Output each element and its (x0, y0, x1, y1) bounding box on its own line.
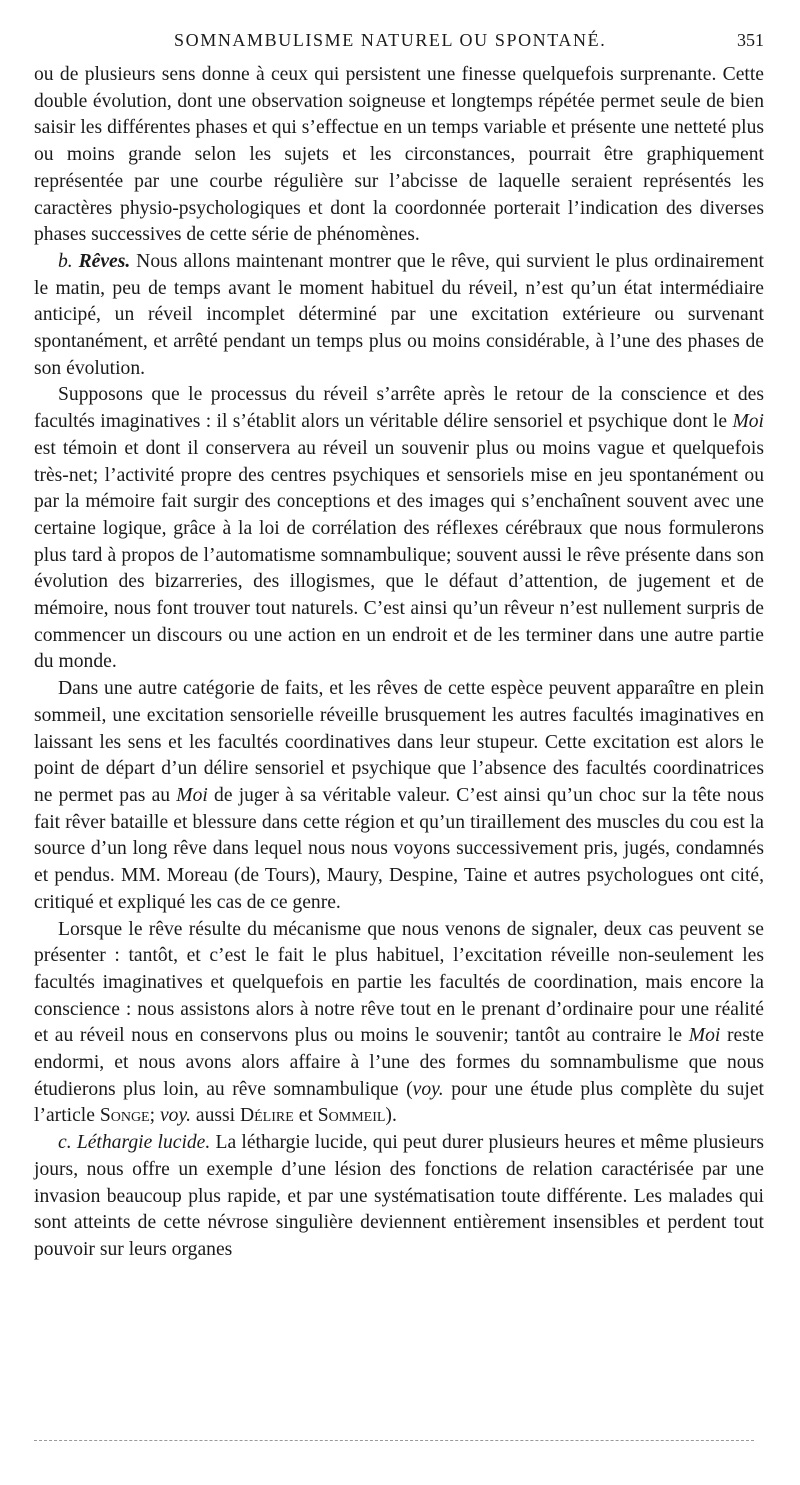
cross-ref-delire: Délire (239, 1105, 294, 1127)
footer-rule (34, 1440, 754, 1441)
paragraph-5-text-d: ; (149, 1105, 156, 1127)
paragraph-5-text-e: aussi (195, 1105, 236, 1127)
paragraph-4-text-b: de juger à sa véritable valeur. C’est ainsi qu’un choc sur la tête nous fait rêver bataille et blessure dans cette région et qu’un tiraillement des muscles du cou est la source d’un long rêve dans lequel nous nous voyons successivement pris, jugés, condamnés et pendus. MM. Moreau (de Tours), Maury, Despine, Taine et autres psychologues ont cité, critiqué et expliqué les cas de ce genre. (34, 784, 764, 913)
paragraph-reves-text: Nous allons maintenant montrer que le rêve, qui survient le plus ordinairement le matin, peu de temps avant le moment habituel du réveil, n’est qu’un état intermédiaire anticipé, un réveil incomplet déterminé par une excitation extérieure ou survenant spontanément, et arrêté pendant un temps plus ou moins considérable, à l’une des phases de son évolution. (34, 250, 765, 379)
paragraph-5-text-f: et (298, 1105, 313, 1127)
paragraph-5-text-c: pour une étude plus complète du sujet l’article (34, 1078, 764, 1127)
paragraph-1-text: ou de plusieurs sens donne à ceux qui persistent une finesse quelquefois surprenante. Cette double évolution, dont une observation soigneuse et longtemps répétée permet seule de bien saisir les différentes phases et qui s’effectue en un temps variable et présente une netteté plus ou moins grande selon les sujets et les circonstances, pourrait être graphiquement représentée par une courbe régulière sur l’abcisse de laquelle seraient représentés les caractères physio-psychologiques et dont la coordonnée porterait l’indication des diverses phases successives de cette série de phénomènes. (34, 64, 764, 246)
paragraph-5-text-a: Lorsque le rêve résulte du mécanisme que nous venons de signaler, deux cas peuvent se présenter : tantôt, et c’est le fait le plus habituel, l’excitation réveille non-seulement les facultés imaginatives et quelquefois en partie les facultés de coordination, mais encore la conscience : nous assistons alors à notre rêve tout en le prenant d’ordinaire pour une réalité et au réveil nous en conservons plus ou moins le souvenir; tantôt au contraire le (34, 918, 764, 1047)
section-marker-b: b. (58, 250, 73, 272)
moi-term: Moi (176, 784, 208, 806)
section-heading-lethargie: Léthargie lucide. (76, 1132, 211, 1154)
page-header (34, 30, 764, 58)
page-body (34, 62, 764, 1264)
moi-term: Moi (732, 411, 764, 433)
paragraph-5-text-g: ). (385, 1105, 397, 1127)
paragraph-4 (34, 676, 764, 916)
paragraph-3 (34, 382, 764, 676)
voy-abbrev: voy. (159, 1105, 191, 1127)
paragraph-5-text-b: reste endormi, et nous avons alors affaire à l’une des formes du somnambulisme que nous étudierons plus loin, au rêve somnambulique ( (34, 1025, 764, 1100)
paragraph-5 (34, 917, 764, 1131)
paragraph-lethargie (34, 1130, 764, 1264)
paragraph-lethargie-text: La léthargie lucide, qui peut durer plusieurs heures et même plusieurs jours, nous offre un exemple d’une lésion des fonctions de relation caractérisée par une invasion beaucoup plus rapide, et par une systématisation toute différente. Les malades qui sont atteints de cette névrose singulière deviennent entièrement insensibles et perdent tout pouvoir sur leurs organes (34, 1132, 764, 1260)
cross-ref-songe: Songe (99, 1105, 150, 1127)
page-number: 351 (737, 30, 764, 50)
paragraph-3-text-b: est témoin et dont il conservera au réveil un souvenir plus ou moins vague et quelquefois très-net; l’activité propre des centres psychiques et sensoriels mise en jeu spontanément ou par la mémoire fait surgir des conceptions et des images qui s’enchaînent souvent avec une certaine logique, grâce à la loi de corrélation des réflexes cérébraux que nous formulerons plus tard à propos de l’automatisme somnambulique; souvent aussi le rêve présente dans son évolution des bizarreries, des illogismes, que le défaut d’attention, de jugement et de mémoire, nous font trouver tout naturels. C’est ainsi qu’un rêveur n’est nullement surpris de commencer un discours ou une action en un endroit et de les terminer dans une autre partie du monde. (34, 437, 764, 673)
paragraph-reves (34, 249, 764, 383)
voy-abbrev: voy. (412, 1078, 444, 1100)
paragraph-4-text-a: Dans une autre catégorie de faits, et les rêves de cette espèce peuvent apparaître en plein sommeil, une excitation sensorielle réveille brusquement les autres facultés imaginatives en laissant les sens et les facultés coordinatives dans leur stupeur. Cette excitation est alors le point de départ d’un délire sensoriel et psychique que l’absence des facultés coordinatrices ne permet pas au (34, 678, 764, 806)
paragraph-1 (34, 62, 764, 249)
section-heading-reves: Rêves. (78, 250, 131, 272)
section-marker-c: c. (58, 1132, 72, 1154)
moi-term: Moi (688, 1025, 721, 1047)
cross-ref-sommeil: Sommeil (317, 1105, 386, 1127)
running-title: SOMNAMBULISME NATUREL OU SPONTANÉ. (174, 30, 607, 50)
paragraph-3-text-a: Supposons que le processus du réveil s’arrête après le retour de la conscience et des facultés imaginatives : il s’établit alors un véritable délire sensoriel et psychique dont le (34, 384, 764, 433)
